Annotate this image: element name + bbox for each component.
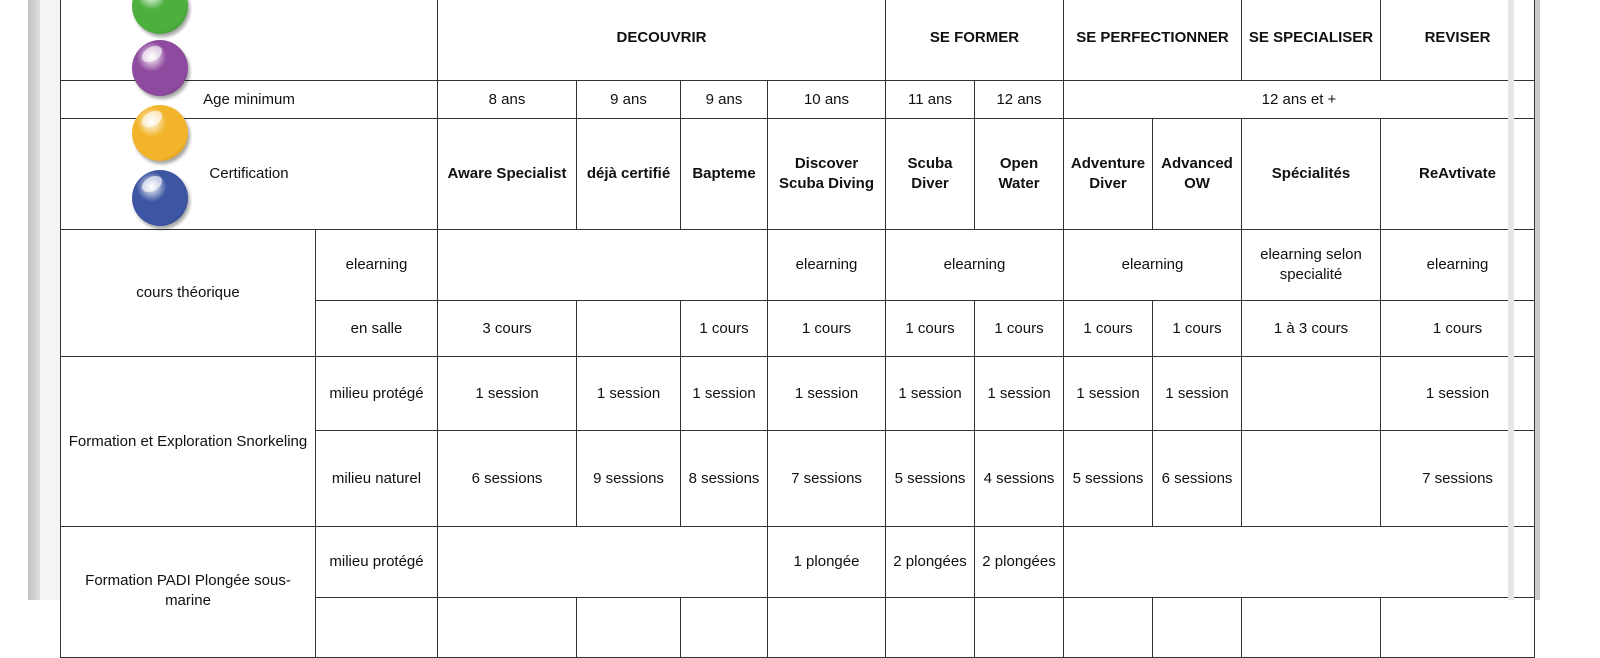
en-salle-value: 1 cours <box>768 301 886 357</box>
snorkeling-naturel-value: 7 sessions <box>768 431 886 527</box>
elearning-row <box>61 230 1535 301</box>
en-salle-value: 1 à 3 cours <box>1242 301 1381 357</box>
en-salle-value: 3 cours <box>438 301 577 357</box>
phase-se-perfectionner: SE PERFECTIONNER <box>1064 0 1242 81</box>
snorkeling-label: Formation et Exploration Snorkeling <box>61 357 316 527</box>
certification-value: Advanced OW <box>1153 119 1242 230</box>
certification-label: Certification <box>61 119 438 230</box>
age-value: 9 ans <box>681 81 768 119</box>
age-label: Age minimum <box>61 81 438 119</box>
snorkeling-naturel-value <box>1242 431 1381 527</box>
snorkeling-naturel-value: 8 sessions <box>681 431 768 527</box>
empty-cell <box>768 598 886 658</box>
empty-cell <box>438 230 768 301</box>
en-salle-value: 1 cours <box>886 301 975 357</box>
frame-inner-left <box>40 0 60 600</box>
en-salle-value <box>577 301 681 357</box>
frame-shadow-right <box>1508 0 1514 600</box>
padi-protege-value: 2 plongées <box>886 527 975 598</box>
elearning-label: elearning <box>316 230 438 301</box>
snorkeling-protege-value: 1 session <box>577 357 681 431</box>
phase-row <box>61 0 1535 81</box>
phase-se-specialiser: SE SPECIALISER <box>1242 0 1381 81</box>
empty-cell <box>681 598 768 658</box>
milieu-naturel-label: milieu naturel <box>316 431 438 527</box>
snorkeling-protege-value: 1 session <box>1153 357 1242 431</box>
empty-cell <box>1064 598 1153 658</box>
frame-border-left <box>28 0 40 600</box>
elearning-value: elearning <box>1381 230 1535 301</box>
empty-cell <box>1242 598 1381 658</box>
page-margin-left <box>0 0 28 600</box>
certification-value: Spécialités <box>1242 119 1381 230</box>
certification-value: déjà certifié <box>577 119 681 230</box>
en-salle-value: 1 cours <box>681 301 768 357</box>
yellow-ball-icon <box>132 105 188 161</box>
padi-protege-value: 2 plongées <box>975 527 1064 598</box>
age-value: 12 ans et + <box>1064 81 1535 119</box>
snorkeling-protege-value: 1 session <box>1064 357 1153 431</box>
snorkeling-naturel-value: 5 sessions <box>886 431 975 527</box>
snorkeling-naturel-value: 5 sessions <box>1064 431 1153 527</box>
age-value: 11 ans <box>886 81 975 119</box>
phase-reviser: REVISER <box>1381 0 1535 81</box>
empty-cell <box>438 598 577 658</box>
elearning-value: elearning <box>768 230 886 301</box>
age-value: 9 ans <box>577 81 681 119</box>
certification-row <box>61 119 1535 230</box>
en-salle-value: 1 cours <box>1381 301 1535 357</box>
en-salle-value: 1 cours <box>1064 301 1153 357</box>
snorkeling-naturel-value: 9 sessions <box>577 431 681 527</box>
elearning-value: elearning <box>1064 230 1242 301</box>
en-salle-label: en salle <box>316 301 438 357</box>
empty-cell <box>886 598 975 658</box>
phase-se-former: SE FORMER <box>886 0 1064 81</box>
snorkeling-protege-value <box>1242 357 1381 431</box>
certification-value: Bapteme <box>681 119 768 230</box>
cours-theorique-label: cours théorique <box>61 230 316 357</box>
certification-value: ReAvtivate <box>1381 119 1535 230</box>
snorkeling-naturel-value: 4 sessions <box>975 431 1064 527</box>
certification-value: Adventure Diver <box>1064 119 1153 230</box>
snorkeling-naturel-value: 7 sessions <box>1381 431 1535 527</box>
snorkeling-protege-value: 1 session <box>1381 357 1535 431</box>
empty-cell <box>316 598 438 658</box>
milieu-protege-label: milieu protégé <box>316 357 438 431</box>
certification-value: Discover Scuba Diving <box>768 119 886 230</box>
padi-label: Formation PADI Plongée sous-marine <box>61 527 316 658</box>
snorkeling-protege-value: 1 session <box>768 357 886 431</box>
age-row <box>61 81 1535 119</box>
padi-protege-row <box>61 527 1535 598</box>
empty-cell <box>1153 598 1242 658</box>
en-salle-value: 1 cours <box>975 301 1064 357</box>
empty-cell <box>975 598 1064 658</box>
empty-cell <box>1064 527 1535 598</box>
snorkeling-protege-row <box>61 357 1535 431</box>
empty-cell <box>438 527 768 598</box>
elearning-value: elearning selon specialité <box>1242 230 1381 301</box>
empty-cell <box>1381 598 1535 658</box>
snorkeling-naturel-value: 6 sessions <box>1153 431 1242 527</box>
milieu-protege-label: milieu protégé <box>316 527 438 598</box>
course-table <box>60 0 1535 658</box>
certification-value: Aware Specialist <box>438 119 577 230</box>
age-value: 8 ans <box>438 81 577 119</box>
age-value: 10 ans <box>768 81 886 119</box>
phase-decouvrir: DECOUVRIR <box>438 0 886 81</box>
elearning-value: elearning <box>886 230 1064 301</box>
en-salle-value: 1 cours <box>1153 301 1242 357</box>
snorkeling-naturel-value: 6 sessions <box>438 431 577 527</box>
empty-cell <box>577 598 681 658</box>
age-value: 12 ans <box>975 81 1064 119</box>
certification-value: Scuba Diver <box>886 119 975 230</box>
certification-value: Open Water <box>975 119 1064 230</box>
corner-cell <box>61 0 438 81</box>
snorkeling-protege-value: 1 session <box>681 357 768 431</box>
purple-ball-icon <box>132 40 188 96</box>
page-margin-right <box>1540 0 1600 600</box>
snorkeling-protege-value: 1 session <box>438 357 577 431</box>
snorkeling-protege-value: 1 session <box>975 357 1064 431</box>
snorkeling-protege-value: 1 session <box>886 357 975 431</box>
blue-ball-icon <box>132 170 188 226</box>
padi-protege-value: 1 plongée <box>768 527 886 598</box>
